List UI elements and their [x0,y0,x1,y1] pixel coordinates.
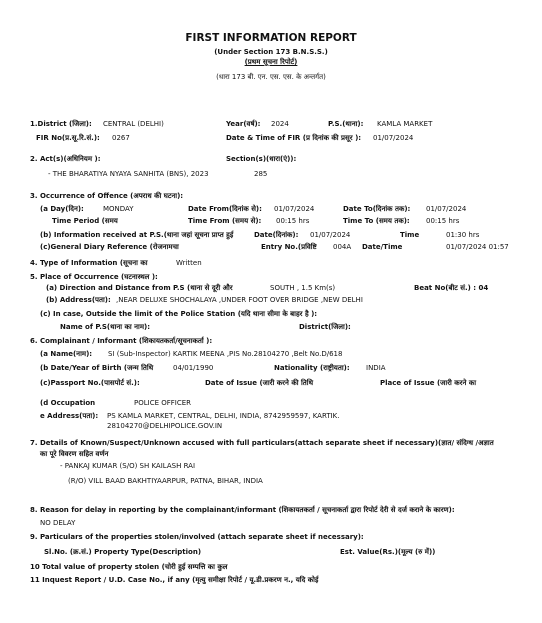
accused-heading: 7. Details of Known/Suspect/Unknown accused with full particulars(attach separate sheet if necessary)(ज्ञात/ संदिग्ध /अज्ञात [30,439,494,447]
info-type-value: Written [176,259,202,267]
sections-label: Section(s)(धारा(एं)): [226,155,297,163]
hindi-section: (धारा 173 बी. एन. एस. एस. के अन्तर्गत) [216,73,326,81]
dob-label: (b Date/Year of Birth (जन्म तिथि [40,364,154,372]
date-to-label: Date To(दिनांक तक): [343,205,411,213]
gd-datetime-value: 01/07/2024 01:57 [446,243,509,251]
date-from-label: Date From(दिनांक से): [188,205,262,213]
properties-col-value: Est. Value(Rs.)(मूल्य (रु में)) [340,548,436,556]
gd-datetime-label: Date/Time [362,243,403,251]
time-from-value: 00:15 hrs [276,217,310,225]
info-date-label: Date(दिनांक): [254,231,299,239]
time-to-value: 00:15 hrs [426,217,460,225]
complainant-address-line2: 28104270@DELHIPOLICE.GOV.IN [107,422,223,430]
ps-value: KAMLA MARKET [377,120,433,128]
ps-label: P.S.(थाना): [328,120,364,128]
properties-col-sl-type: Sl.No. (क्र.सं.) Property Type(Description) [44,548,202,556]
time-period-label: Time Period (समय [52,217,118,225]
complainant-name-label: (a Name(नाम): [40,350,93,358]
occupation-value: POLICE OFFICER [134,399,192,407]
issue-date-label: Date of Issue (जारी करने की तिथि [205,379,314,387]
entry-value: 004A [333,243,352,251]
delay-value: NO DELAY [40,519,76,527]
act-value: - THE BHARATIYA NYAYA SANHITA (BNS), 2023 [48,170,209,178]
hindi-title: (प्रथम सूचना रिपोर्ट) [244,58,298,66]
accused-name: - PANKAJ KUMAR (S/O) SH KAILASH RAI [60,462,196,470]
section-value: 285 [254,170,268,178]
time-from-label: Time From (समय से): [188,217,262,225]
date-from-value: 01/07/2024 [274,205,315,213]
nationality-label: Nationality (राष्ट्रीयता): [274,364,350,372]
fir-label: FIR No(प्र.सू.रि.सं.): [36,134,100,142]
complainant-name-value: SI (Sub-Inspector) KARTIK MEENA ,PIS No.28104270 ,Belt No.D/618 [108,350,343,358]
under-section: (Under Section 173 B.N.S.S.) [214,48,328,56]
accused-address: (R/O) VILL BAAD BAKHTIYAARPUR, PATNA, BIHAR, INDIA [68,477,263,485]
total-value-label: 10 Total value of property stolen (चोरी हुई सम्पत्ति का कुल [30,563,228,571]
year-value: 2024 [271,120,289,128]
outside-district-label: District(जिला): [299,323,351,331]
address-value: ,NEAR DELUXE SHOCHALAYA ,UNDER FOOT OVER BRIDGE ,NEW DELHI [116,296,363,304]
complainant-heading: 6. Complainant / Informant (शिकायतकर्ता/सूचनाकर्ता ): [30,337,213,345]
day-value: MONDAY [103,205,134,213]
direction-value: SOUTH , 1.5 Km(s) [270,284,336,292]
accused-heading-cont: का पूरे विवरण सहित वर्णन [40,450,109,458]
fir-datetime-value: 01/07/2024 [373,134,414,142]
occupation-label: (d Occupation [40,399,96,407]
ps-name-label: Name of P.S(थाना का नाम): [60,323,151,331]
issue-place-label: Place of Issue (जारी करने का [380,379,477,387]
nationality-value: INDIA [366,364,386,372]
direction-label: (a) Direction and Distance from P.S (थाना से दूरी और [46,284,233,292]
complainant-address-label: e Address(पता): [40,412,99,420]
dob-value: 04/01/1990 [173,364,214,372]
date-to-value: 01/07/2024 [426,205,467,213]
address-label: (b) Address(पता): [46,296,111,304]
complainant-address-line1: PS KAMLA MARKET, CENTRAL, DELHI, INDIA, 8742959597, KARTIK. [107,412,340,420]
acts-label: 2. Act(s)(अधिनियम ): [30,155,101,163]
properties-heading: 9. Particulars of the properties stolen/involved (attach separate sheet if necessary): [30,533,364,541]
document-title: FIRST INFORMATION REPORT [185,32,357,44]
info-date-value: 01/07/2024 [310,231,351,239]
day-label: (a Day(दिन): [40,205,84,213]
outside-limit-label: (c) In case, Outside the limit of the Police Station (यदि थाना सीमा के बाहर है ): [40,310,318,318]
fir-datetime-label: Date & Time of FIR (प्र दिनांक की प्रसूर ): [226,134,362,142]
beat-label: Beat No(बीट सं.) : 04 [414,284,489,292]
gd-label: (c)General Diary Reference (रोजनामचा [40,243,179,251]
info-time-value: 01:30 hrs [446,231,480,239]
place-heading: 5. Place of Occurrence (घटनास्थल ): [30,273,158,281]
fir-value: 0267 [112,134,130,142]
info-time-label: Time [400,231,420,239]
passport-label: (c)Passport No.(पासपोर्ट सं.): [40,379,140,387]
inquest-label: 11 Inquest Report / U.D. Case No., if any (मृत्यु समीक्षा रिपोर्ट / यू.डी.प्रकरण न., यदि कोई [30,576,319,584]
entry-label: Entry No.(प्रविष्टि [261,243,317,251]
district-label: 1.District (जिला): [30,120,92,128]
time-to-label: Time To (समय तक): [343,217,410,225]
info-received-label: (b) Information received at P.S.(थाना जहां सूचना प्राप्त हुई [40,231,234,239]
occurrence-heading: 3. Occurrence of Offence (अपराध की घटना): [30,192,184,200]
year-label: Year(वर्ष): [226,120,261,128]
info-type-label: 4. Type of Information (सूचना का [30,259,148,267]
district-value: CENTRAL (DELHI) [103,120,164,128]
delay-heading: 8. Reason for delay in reporting by the complainant/informant (शिकायतकर्ता / सूचनाकर्ता द्वारा रिपोर्ट देरी से दर्ज कराने के कारण): [30,506,455,514]
